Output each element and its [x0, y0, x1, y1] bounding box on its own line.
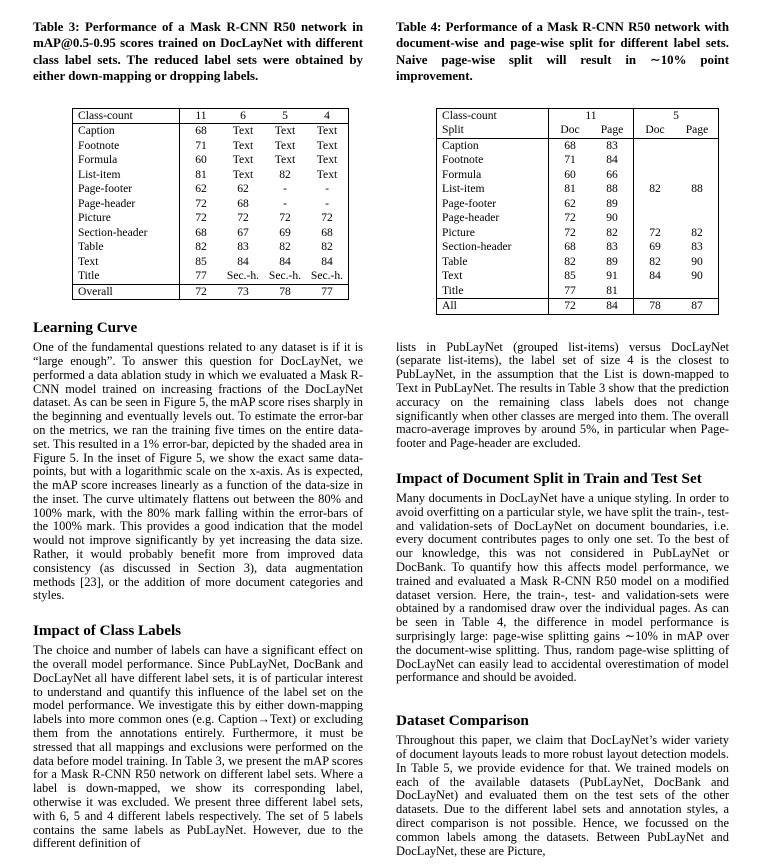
table-cell: Caption: [73, 124, 180, 139]
table-row: [437, 182, 719, 197]
table-cell: Section-header: [437, 240, 549, 255]
table-cell: Split: [437, 123, 549, 138]
table-cell: Text: [274, 124, 296, 138]
table-cell: Picture: [73, 211, 180, 226]
table-cell: 91: [606, 269, 618, 283]
table-cell: 72: [634, 226, 677, 241]
table-cell: Page-footer: [437, 197, 549, 212]
table-cell: 84: [237, 254, 249, 268]
table-row: [437, 269, 719, 284]
table-cell: 72: [564, 299, 576, 313]
table-cell: Title: [437, 284, 549, 299]
table-cell: 89: [606, 254, 618, 268]
table-cell: [634, 168, 677, 183]
table-cell: 82: [279, 240, 291, 254]
table-cell: [634, 284, 677, 299]
table-cell: Formula: [73, 153, 180, 168]
table-cell: 71: [564, 153, 576, 167]
table-cell: [676, 138, 719, 153]
table-cell: 85: [564, 269, 576, 283]
table-cell: 84: [606, 299, 618, 313]
table-row: [73, 168, 349, 183]
table-cell: 83: [606, 240, 618, 254]
table-cell: [634, 211, 677, 226]
table-cell: Footnote: [437, 153, 549, 168]
table-cell: 82: [195, 240, 207, 254]
section-heading-impact-of-document-split: Impact of Document Split in Train and Test Set: [396, 470, 702, 487]
table-cell: Text: [316, 153, 338, 167]
table-footer-row: [437, 299, 719, 315]
table-cell: Caption: [437, 138, 549, 153]
table-row: [73, 197, 349, 212]
table-footer-row: [73, 284, 349, 300]
table-cell: 78: [634, 299, 677, 315]
table-cell: 82: [564, 254, 576, 268]
table-cell: List-item: [73, 168, 180, 183]
table-cell: 82: [606, 225, 618, 239]
table-cell: 73: [237, 284, 249, 298]
table-cell: Page-header: [73, 197, 180, 212]
table-row: [437, 168, 719, 183]
table-row: [73, 124, 349, 139]
table-cell: Text: [437, 269, 549, 284]
table-cell: 68: [321, 225, 333, 239]
table-cell: [676, 168, 719, 183]
section-heading-impact-of-class-labels: Impact of Class Labels: [33, 622, 182, 640]
table-cell: [676, 153, 719, 168]
table-cell: Class-count: [73, 108, 180, 124]
table-cell: Page-footer: [73, 182, 180, 197]
table-cell: 72: [195, 284, 207, 298]
table-cell: 84: [634, 269, 677, 284]
table-cell: 72: [195, 196, 207, 210]
table-cell: 88: [606, 182, 618, 196]
table-cell: 62: [195, 182, 207, 196]
table-cell: 62: [564, 196, 576, 210]
table-cell: 84: [321, 254, 333, 268]
table-cell: Text: [232, 138, 254, 152]
table-cell: 81: [606, 283, 618, 297]
paragraph-impact-of-document-split: Many documents in DocLayNet have a unique styling. In order to avoid overfitting on a particular style, we have split the train-, test- and validation-sets of DocLayNet on document boundaries, i.e. every document contributes pages to only one set. To the best of our knowledge, this was not considered in PubLayNet or DocBank. To quantify how this affects model performance, we trained and evaluated a Mask R-CNN R50 model on a modified dataset version. Here, the train-, test- and validation-sets were obtained by a randomised draw over the individual pages. As can be seen in Table 4, the difference in model performance is surprisingly large: page-wise splitting gains ∼10% in mAP over the document-wise splitting. Thus, random page-wise splitting of DocLayNet can easily lead to accidental overestimation of model performance and should be avoided.: [396, 491, 729, 685]
table-cell: All: [437, 299, 549, 315]
table-row: [437, 153, 719, 168]
table-cell: Page-header: [437, 211, 549, 226]
table-cell: 11: [585, 108, 597, 122]
table-row: [73, 211, 349, 226]
table-cell: Text: [316, 138, 338, 152]
table-cell: 83: [237, 240, 249, 254]
table-cell: 72: [195, 211, 207, 225]
table-header-row: [437, 108, 719, 123]
table-row: [437, 197, 719, 212]
table-cell: 69: [634, 240, 677, 255]
table-cell: 83: [606, 138, 618, 152]
table-cell: 81: [564, 182, 576, 196]
table-cell: 84: [606, 153, 618, 167]
table-cell: Doc: [560, 123, 580, 137]
table-cell: -: [283, 182, 287, 196]
table-row: [73, 153, 349, 168]
table-cell: Section-header: [73, 226, 180, 241]
table-cell: 77: [321, 284, 333, 298]
table-row: [73, 255, 349, 270]
table-cell: 89: [606, 196, 618, 210]
table-cell: [634, 138, 677, 153]
table-cell: Doc: [634, 123, 677, 138]
table-cell: 84: [279, 254, 291, 268]
table4: [436, 108, 719, 315]
table-cell: Text: [316, 124, 338, 138]
table-cell: Text: [316, 167, 338, 181]
table-cell: 4: [324, 108, 330, 122]
table-cell: 72: [564, 211, 576, 225]
table-cell: 82: [321, 240, 333, 254]
table-row: [73, 269, 349, 284]
table-row: [437, 138, 719, 153]
table-row: [437, 226, 719, 241]
table-cell: 82: [691, 225, 703, 239]
table-cell: Page: [685, 123, 709, 137]
table-cell: [676, 284, 719, 299]
section-heading-dataset-comparison: Dataset Comparison: [396, 712, 529, 730]
table-row: [437, 255, 719, 270]
table-cell: Formula: [437, 168, 549, 183]
table-row: [73, 182, 349, 197]
table-cell: 82: [279, 167, 291, 181]
table-cell: 66: [606, 167, 618, 181]
table-cell: 11: [195, 108, 207, 122]
table-cell: 88: [691, 182, 703, 196]
table-cell: 60: [195, 153, 207, 167]
table-cell: -: [283, 196, 287, 210]
table-cell: Footnote: [73, 139, 180, 154]
table-cell: Text: [274, 138, 296, 152]
table-row: [437, 240, 719, 255]
table-cell: Page: [600, 123, 624, 137]
table-cell: 77: [195, 269, 207, 283]
table-cell: -: [325, 182, 329, 196]
table-cell: 71: [195, 138, 207, 152]
table-cell: Table: [437, 255, 549, 270]
table-cell: 68: [195, 124, 207, 138]
table-cell: 5: [634, 108, 719, 123]
table4-caption: Table 4: Performance of a Mask R-CNN R50 network with document-wise and page-wise split for different label sets. Naive page-wise split will result in ∼10% point improvement.: [396, 20, 729, 84]
table-cell: List-item: [437, 182, 549, 197]
table3: [72, 108, 349, 301]
paragraph-label-set-continuation: lists in PubLayNet (grouped list-items) versus DocLayNet (separate list-items), the label set of size 4 is the closest to PubLayNet, in the assumption that the List is down-mapped to Text in PubLayNet. The results in Table 3 show that the prediction accuracy on the remaining class labels does not change significantly when other classes are merged into them. The overall macro-average improves by around 5%, in particular when Page-footer and Page-header are excluded.: [396, 339, 729, 451]
table-row: [437, 284, 719, 299]
table-cell: Title: [73, 269, 180, 284]
table-cell: 5: [282, 108, 288, 122]
table-cell: 85: [195, 254, 207, 268]
table-cell: 72: [321, 211, 333, 225]
table-cell: Sec.-h.: [226, 269, 260, 283]
table-cell: Text: [232, 167, 254, 181]
table-cell: -: [325, 196, 329, 210]
table-cell: [676, 197, 719, 212]
right-column: [396, 19, 729, 858]
table-cell: 69: [279, 225, 291, 239]
table-cell: 68: [237, 196, 249, 210]
table-cell: Table: [73, 240, 180, 255]
table-row: [437, 211, 719, 226]
table-cell: Class-count: [437, 108, 549, 123]
paragraph-impact-of-class-labels: The choice and number of labels can have a significant effect on the overall model performance. Since PubLayNet, DocBank and DocLayNet all have different label sets, it is of particular interest to understand and quantify this influence of the label set on the model performance. We investigate this by either down-mapping labels into more common ones (e.g. Caption→Text) or excluding them from the annotations entirely. Furthermore, it must be stressed that all mappings and exclusions were performed on the data before model training. In Table 3, we present the mAP scores for a Mask R-CNN R50 network on different label sets. Where a label is down-mapped, we show its corresponding label, otherwise it was excluded. We present three different label sets, with 6, 5 and 4 different labels respectively. The set of 5 labels contains the same labels as PubLayNet. However, due to the different definition of: [33, 643, 363, 851]
paragraph-dataset-comparison: Throughout this paper, we claim that DocLayNet’s wider variety of document layouts leads to more robust layout detection models. In Table 5, we provide evidence for that. We trained models on each of the available datasets (PubLayNet, DocBank and DocLayNet) and evaluated them on the test sets of the other datasets. Due to the different label sets and annotation styles, a direct comparison is not possible. Hence, we focussed on the common labels among the datasets. Between PubLayNet and DocLayNet, these are Picture,: [396, 733, 729, 858]
table-cell: 81: [195, 167, 207, 181]
paragraph-learning-curve: One of the fundamental questions related to any dataset is if it is “large enough”. To answer this question for DocLayNet, we performed a data ablation study in which we evaluated a Mask R-CNN model trained on increasing fractions of the DocLayNet dataset. As can be seen in Figure 5, the mAP score rises sharply in the beginning and eventually levels out. To estimate the error-bar on the metrics, we ran the training five times on the entire data-set. This resulted in a 1% error-bar, depicted by the shaded area in Figure 5. In the inset of Figure 5, we show the exact same data-points, but with a logarithmic scale on the x-axis. As is expected, the mAP score increases linearly as a function of the data-size in the inset. The curve ultimately flattens out between the 80% and 100% mark, with the 80% mark falling within the error-bars of the 100% mark. This provides a good indication that the model would not improve significantly by yet increasing the data size. Rather, it would probably benefit more from improved data consistency (as discussed in Section 3), data augmentation methods [23], or the addition of more document categories and styles.: [33, 340, 363, 603]
table-row: [73, 139, 349, 154]
table-cell: 72: [237, 211, 249, 225]
table-cell: Sec.-h.: [268, 269, 302, 283]
table-cell: Picture: [437, 226, 549, 241]
table-header-row: [73, 108, 349, 124]
table-cell: 67: [237, 225, 249, 239]
table-cell: 90: [691, 254, 703, 268]
table-cell: 77: [564, 283, 576, 297]
table-cell: Text: [274, 153, 296, 167]
table-header-row: [437, 123, 719, 138]
table-cell: 90: [606, 211, 618, 225]
table-cell: 82: [634, 255, 677, 270]
table-cell: Text: [73, 255, 180, 270]
table-cell: 60: [564, 167, 576, 181]
table-cell: 68: [564, 240, 576, 254]
table-row: [73, 240, 349, 255]
table-cell: Overall: [73, 284, 180, 300]
table-cell: 72: [279, 211, 291, 225]
table-cell: 72: [564, 225, 576, 239]
table-cell: [634, 197, 677, 212]
table-cell: 87: [691, 299, 703, 313]
table-cell: 90: [691, 269, 703, 283]
table3-caption: Table 3: Performance of a Mask R-CNN R50 network in mAP@0.5-0.95 scores trained on DocLayNet with different class label sets. The reduced label sets were obtained by either down-mapping or dropping labels.: [33, 20, 363, 84]
table-cell: Sec.-h.: [310, 269, 344, 283]
table-cell: 82: [634, 182, 677, 197]
table-cell: 83: [691, 240, 703, 254]
table-cell: [634, 153, 677, 168]
table-cell: 68: [564, 138, 576, 152]
table-cell: 6: [240, 108, 246, 122]
table-cell: [676, 211, 719, 226]
table-cell: 68: [195, 225, 207, 239]
table-cell: Text: [232, 153, 254, 167]
table-cell: 78: [279, 284, 291, 298]
left-column: [33, 19, 363, 851]
table-cell: 62: [237, 182, 249, 196]
table-cell: Text: [232, 124, 254, 138]
table-row: [73, 226, 349, 241]
section-heading-learning-curve: Learning Curve: [33, 319, 138, 337]
